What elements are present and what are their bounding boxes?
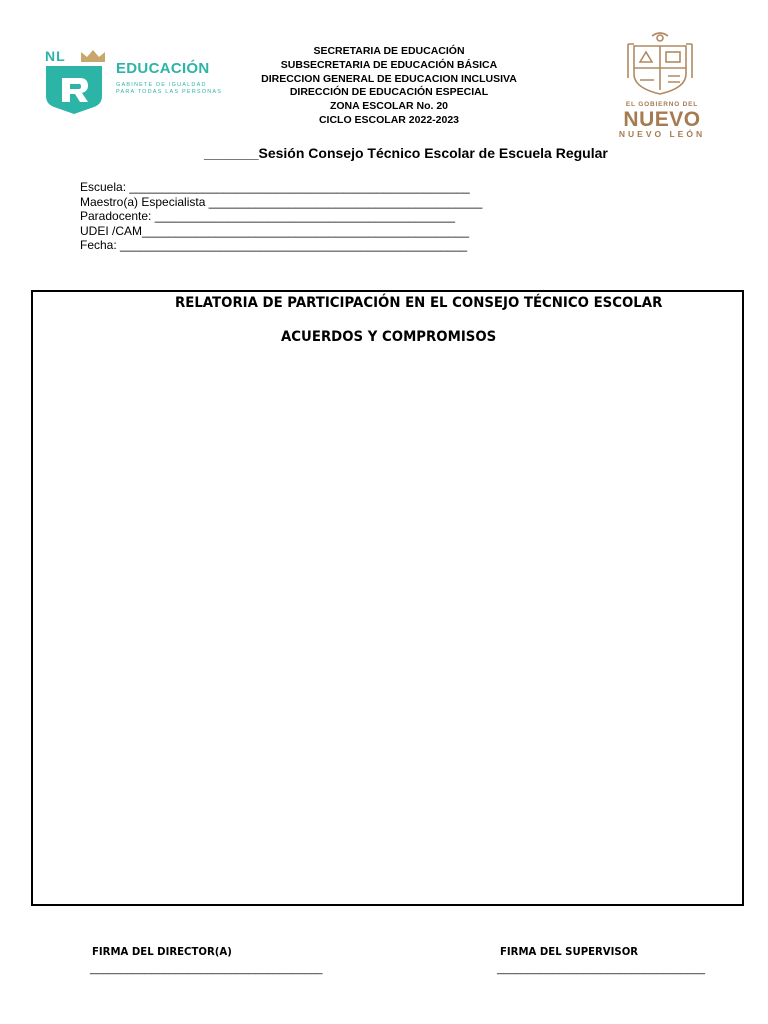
firma-director-line[interactable]: ______________________________________ [90,963,323,975]
field-maestro[interactable]: Maestro(a) Especialista _________________________________________ [80,194,483,209]
crown-icon [80,49,106,63]
field-udei-cam[interactable]: UDEI /CAM_________________________________________________ [80,223,470,238]
logo-nl-text: NL [45,48,66,64]
firma-director-label: FIRMA DEL DIRECTOR(A) [92,945,232,958]
document-header [230,45,548,128]
relatoria-box[interactable] [31,290,744,906]
logo-gobierno-small: EL GOBIERNO DEL [625,101,699,108]
header-line-5: ZONA ESCOLAR No. 20 [329,100,449,113]
header-line-4: DIRECCIÓN DE EDUCACIÓN ESPECIAL [289,86,489,99]
field-escuela[interactable]: Escuela: ___________________________________________________ [80,180,470,194]
header-line-6: CICLO ESCOLAR 2022-2023 [318,113,460,126]
relatoria-title: RELATORIA DE PARTICIPACIÓN EN EL CONSEJO TÉCNICO ESCOLAR [175,295,663,311]
header-line-2: SUBSECRETARIA DE EDUCACIÓN BÁSICA [280,58,498,71]
logo-tagline-1: GABINETE DE IGUALDAD [116,82,207,88]
header-line-1: SECRETARIA DE EDUCACIÓN [313,45,465,57]
firma-supervisor-line[interactable]: __________________________________ [497,963,706,975]
header-line-3: DIRECCION GENERAL DE EDUCACION INCLUSIVA [261,72,517,85]
logo-nl-educacion [42,46,237,116]
field-paradocente[interactable]: Paradocente: _____________________________________________ [80,209,456,223]
logo-nuevo-leon-sub: NUEVO LEÓN [618,129,706,139]
session-title: _______Sesión Consejo Técnico Escolar de Escuela Regular [204,145,608,161]
acuerdos-title: ACUERDOS Y COMPROMISOS [281,329,497,345]
logo-educacion-word: EDUCACIÓN [116,60,210,77]
firma-supervisor-label: FIRMA DEL SUPERVISOR [500,945,639,958]
logo-gobierno-nuevo-leon [600,30,722,138]
coat-of-arms-icon [624,30,696,98]
logo-nuevo-big: NUEVO [623,108,701,131]
field-fecha[interactable]: Fecha: ____________________________________________________ [80,238,468,252]
form-fields [80,180,482,253]
logo-tagline-2: PARA TODAS LAS PERSONAS [116,89,223,95]
shield-emblem-icon [44,64,104,114]
